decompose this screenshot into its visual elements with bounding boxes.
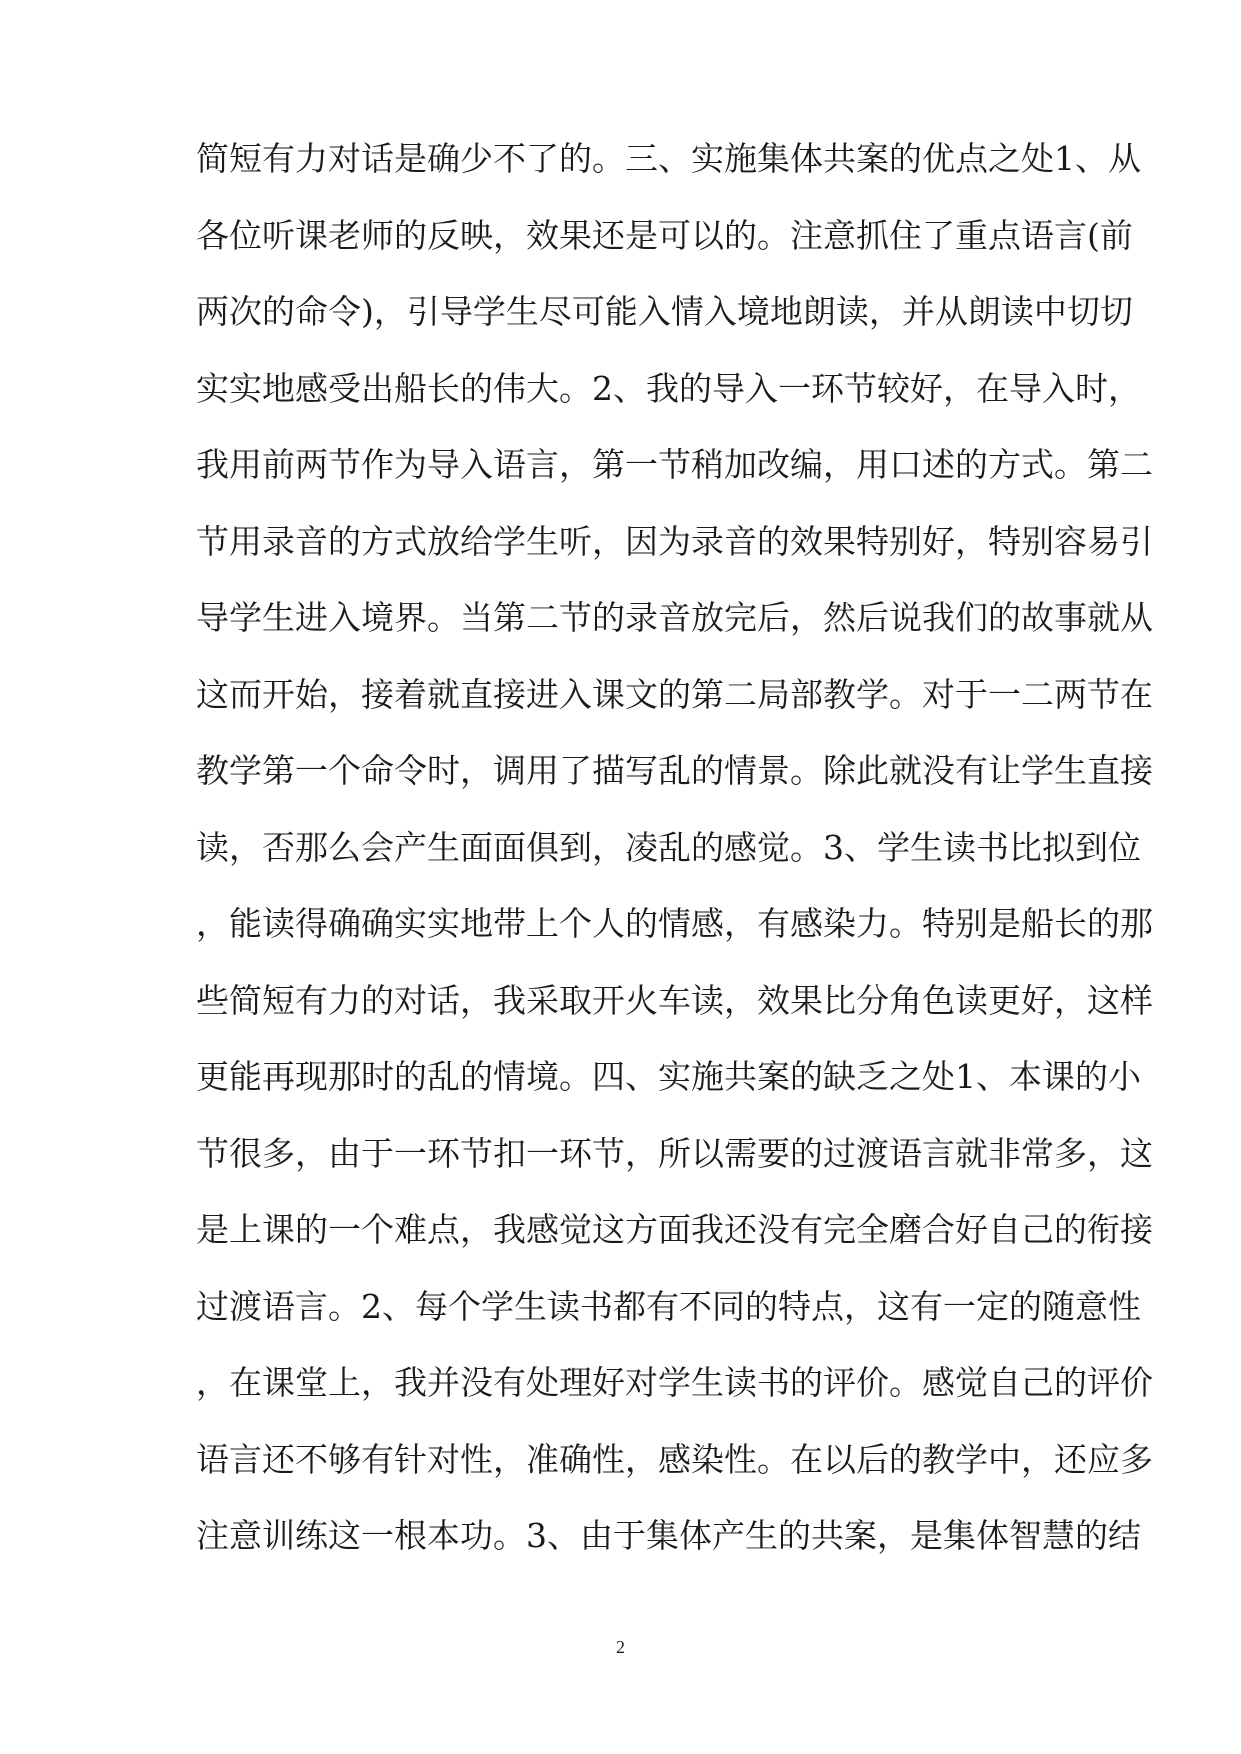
text-line: 节很多，由于一环节扣一环节，所以需要的过渡语言就非常多，这 [196,1134,1153,1173]
text-line: 各位听课老师的反映，效果还是可以的。注意抓住了重点语言(前 [196,216,1133,255]
text-line: 注意训练这一根本功。3、由于集体产生的共案，是集体智慧的结 [196,1516,1141,1555]
text-line: 两次的命令)，引导学生尽可能入情入境地朗读，并从朗读中切切 [196,292,1133,331]
page-number: 2 [616,1637,625,1657]
text-line: 语言还不够有针对性，准确性，感染性。在以后的教学中，还应多 [196,1440,1153,1479]
text-line: 导学生进入境界。当第二节的录音放完后，然后说我们的故事就从 [196,598,1153,637]
text-line: 我用前两节作为导入语言，第一节稍加改编，用口述的方式。第二 [196,445,1153,484]
text-line: 是上课的一个难点，我感觉这方面我还没有完全磨合好自己的衔接 [196,1210,1153,1249]
text-line: 简短有力对话是确少不了的。三、实施集体共案的优点之处1、从 [196,139,1141,178]
text-line: 读，否那么会产生面面俱到，凌乱的感觉。3、学生读书比拟到位 [196,828,1141,867]
text-line: ，在课堂上，我并没有处理好对学生读书的评价。感觉自己的评价 [196,1363,1153,1402]
text-line: 这而开始，接着就直接进入课文的第二局部教学。对于一二两节在 [196,675,1153,714]
text-line: 节用录音的方式放给学生听，因为录音的效果特别好，特别容易引 [196,522,1153,561]
text-line: 实实地感受出船长的伟大。2、我的导入一环节较好，在导入时， [196,369,1141,408]
text-line: 些简短有力的对话，我采取开火车读，效果比分角色读更好，这样 [196,981,1153,1020]
text-line: 教学第一个命令时，调用了描写乱的情景。除此就没有让学生直接 [196,751,1153,790]
text-line: 更能再现那时的乱的情境。四、实施共案的缺乏之处1、本课的小 [196,1057,1141,1096]
text-line: 过渡语言。2、每个学生读书都有不同的特点，这有一定的随意性 [196,1287,1141,1326]
text-line: ，能读得确确实实地带上个人的情感，有感染力。特别是船长的那 [196,904,1153,943]
